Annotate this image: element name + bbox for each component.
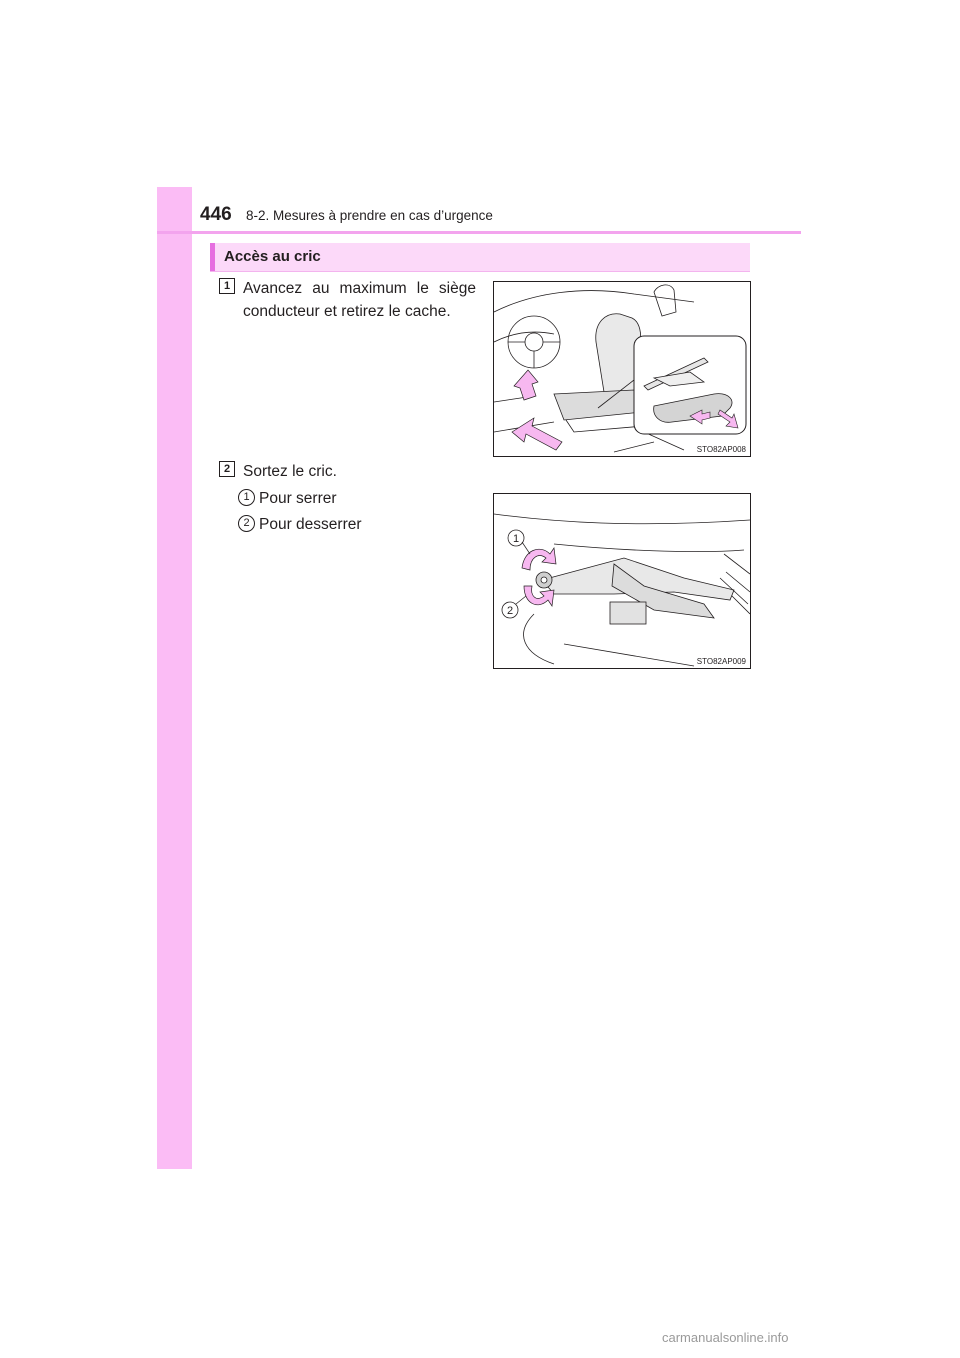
- step-1-number: 1: [219, 278, 235, 294]
- figure-jack: [493, 493, 751, 669]
- jack-callout-2: 2: [506, 605, 514, 617]
- figure-1-code: STO82AP008: [696, 445, 746, 454]
- jack-illustration: [494, 494, 750, 668]
- chapter-title: 8-2. Mesures à prendre en cas d’urgence: [246, 208, 493, 223]
- jack-callout-1: 1: [512, 533, 520, 545]
- step-1-line-2: conducteur et retirez le cache.: [243, 303, 451, 320]
- section-heading: [210, 243, 750, 272]
- callout-1-label: Pour serrer: [259, 490, 337, 507]
- section-heading-bar: [210, 243, 215, 271]
- side-tab-band: [157, 187, 192, 1169]
- watermark[interactable]: carmanualsonline.info: [662, 1330, 789, 1345]
- seat-cover-illustration: [494, 282, 750, 456]
- header-rule: [157, 231, 801, 234]
- step-2-number: 2: [219, 461, 235, 477]
- callout-1-marker: 1: [238, 489, 255, 506]
- step-1-line-1: Avancez au maximum le siège: [243, 280, 476, 297]
- callout-2-marker: 2: [238, 515, 255, 532]
- figure-2-code: STO82AP009: [696, 657, 746, 666]
- callout-2-label: Pour desserrer: [259, 516, 362, 533]
- page-number: 446: [200, 204, 232, 225]
- step-2-text: Sortez le cric.: [243, 463, 337, 480]
- section-title: Accès au cric: [224, 248, 321, 265]
- figure-seat-and-cover: [493, 281, 751, 457]
